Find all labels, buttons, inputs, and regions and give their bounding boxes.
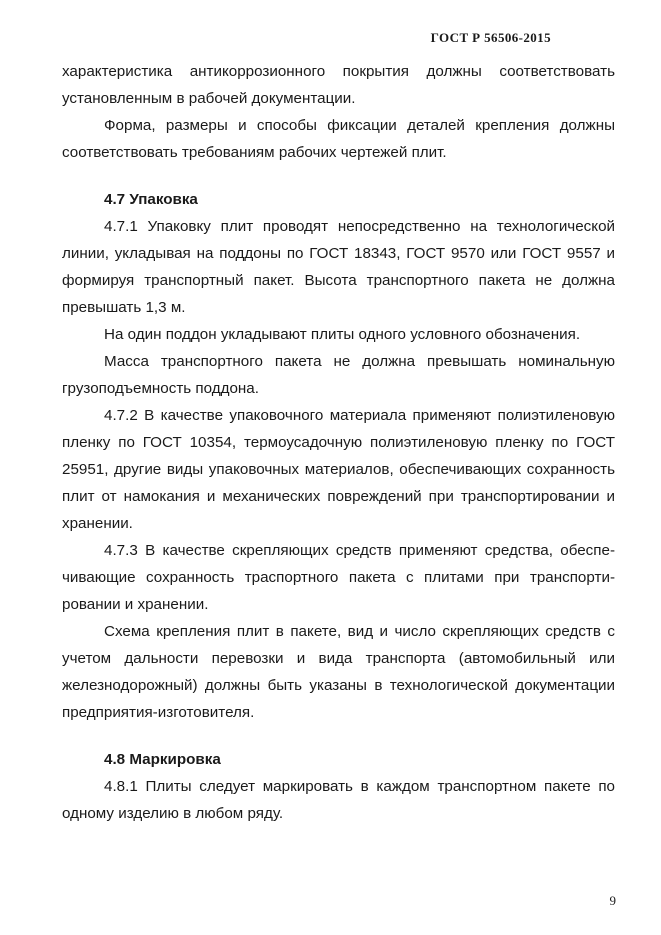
paragraph-4-7-3: 4.7.3 В качестве скрепляющих средств применяют средства, обеспечивающие сохранность траспортного пакета с плитами при транспортировании и хранении. bbox=[62, 542, 615, 613]
paragraph-4-7-1: 4.7.1 Упаковку плит проводят непосредственно на технологической линии, укладывая на поддоны по ГОСТ 18343, ГОСТ 9570 или ГОСТ 9557 и формируя транспортный пакет. Высота транспортного пакета не должна превышать 1,3 м. bbox=[62, 218, 615, 316]
section-heading-4-7: 4.7 Упаковка bbox=[104, 191, 198, 208]
paragraph-4-7-2: 4.7.2 В качестве упаковочного материала применяют полиэтиленовую пленку по ГОСТ 10354, термоусадочную полиэтиленовую пленку по ГОСТ 25951, другие виды упаковочных материалов, обеспечивающих сохранность плит от намокания и механических повреждений при транспортировании и хранении. bbox=[62, 407, 615, 532]
paragraph-4-8-1: 4.8.1 Плиты следует маркировать в каждом транспортном пакете по одному изделию в любом ряду. bbox=[62, 778, 615, 822]
document-body bbox=[62, 58, 615, 827]
section-heading-4-8: 4.8 Маркировка bbox=[104, 751, 221, 768]
paragraph: Форма, размеры и способы фиксации деталей крепления должны соответствовать требованиям рабочих чертежей плит. bbox=[62, 117, 615, 161]
paragraph: На один поддон укладывают плиты одного условного обозначения. bbox=[104, 326, 581, 343]
paragraph: Масса транспортного пакета не должна превышать номинальную грузоподъемность поддона. bbox=[62, 353, 615, 397]
page-number: 9 bbox=[609, 893, 616, 908]
paragraph: Схема крепления плит в пакете, вид и число скрепляющих средств с учетом дальности перевозки и вида транспорта (автомобильный или железнодорожный) должны быть указаны в технологической документации предприятия-изготовителя. bbox=[62, 623, 615, 721]
paragraph: характеристика антикоррозионного покрытия должны соответствовать установленным в рабочей документации. bbox=[62, 63, 615, 107]
document-code-header: ГОСТ Р 56506-2015 bbox=[430, 30, 551, 45]
